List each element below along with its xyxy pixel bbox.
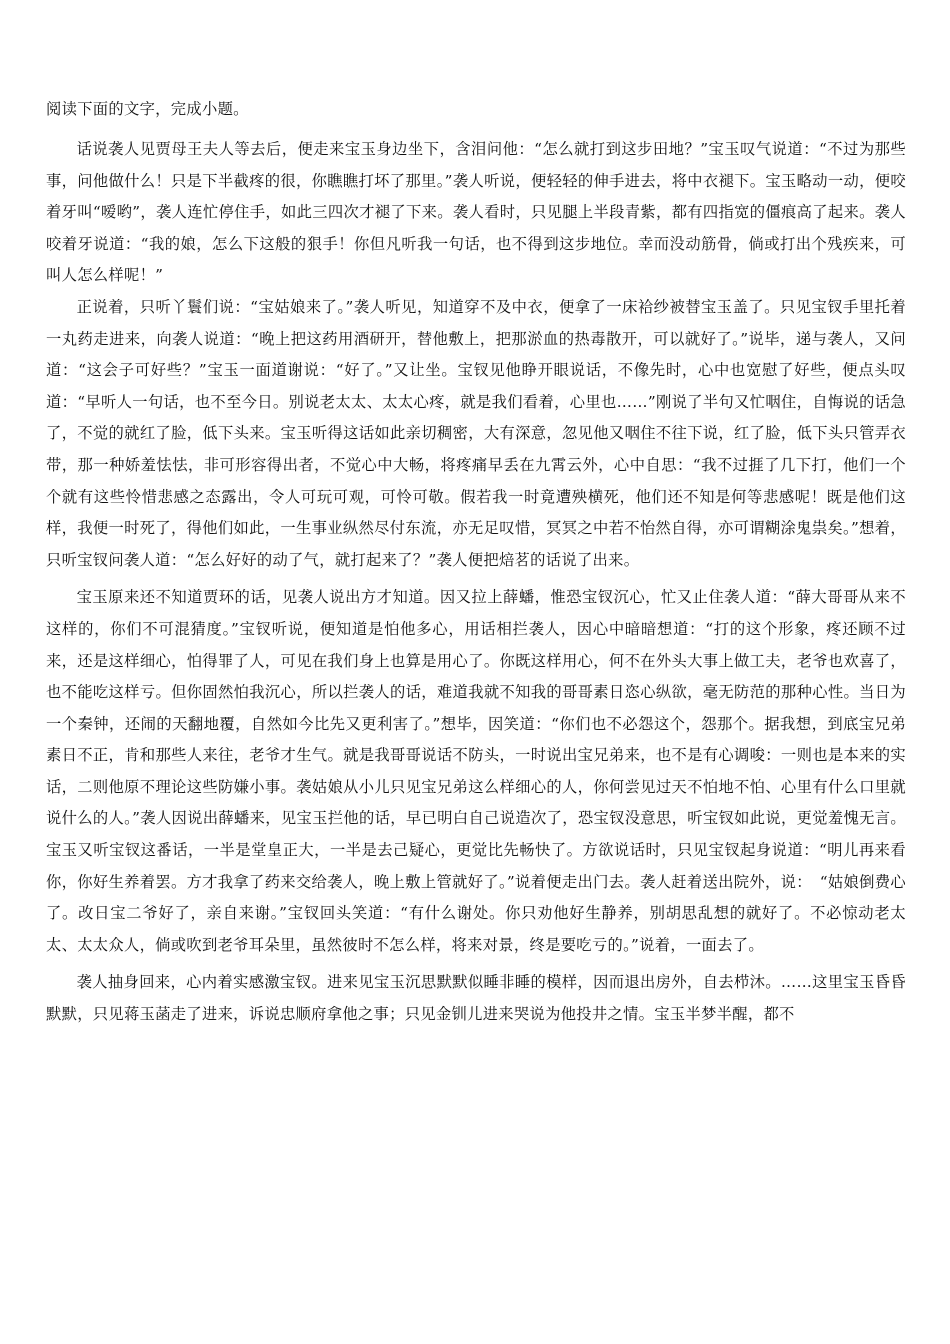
document-page — [46, 94, 906, 1031]
paragraph-4: 袭人抽身回来，心内着实感激宝钗。进来见宝玉沉思默默似睡非睡的模样，因而退出房外，自去栉沐。……这里宝玉昏昏默默，只见蒋玉菡走了进来，诉说忠顺府拿他之事；只见金钏儿进来哭说为他投井之情。宝玉半梦半醒，都不 — [46, 973, 906, 1024]
reading-instruction: 阅读下面的文字，完成小题。 — [46, 100, 249, 118]
paragraph-1: 话说袭人见贾母王夫人等去后，便走来宝玉身边坐下，含泪问他：“怎么就打到这步田地？”宝玉叹气说道：“不过为那些事，问他做什么！只是下半截疼的很，你瞧瞧打坏了那里。”袭人听说，便轻轻的伸手进去，将中衣褪下。宝玉略动一动，便咬着牙叫“嗳哟”，袭人连忙停住手，如此三四次才褪了下来。袭人看时，只见腿上半段青紫，都有四指宽的僵痕高了起来。袭人咬着牙说道：“我的娘，怎么下这般的狠手！你但凡听我一句话，也不得到这步地位。幸而没动筋骨，倘或打出个残疾来，可叫人怎么样呢！” — [46, 140, 906, 285]
paragraph-3: 宝玉原来还不知道贾环的话，见袭人说出方才知道。因又拉上薛蟠，惟恐宝钗沉心，忙又止住袭人道：“薛大哥哥从来不这样的，你们不可混猜度。”宝钗听说，便知道是怕他多心，用话相拦袭人，因心中暗暗想道：“打的这个形象，疼还顾不过来，还是这样细心，怕得罪了人，可见在我们身上也算是用心了。你既这样用心，何不在外头大事上做工夫，老爷也欢喜了，也不能吃这样亏。但你固然怕我沉心，所以拦袭人的话，难道我就不知我的哥哥素日恣心纵欲，毫无防范的那种心性。当日为一个秦钟，还闹的天翻地覆，自然如今比先又更利害了。”想毕，因笑道：“你们也不必怨这个，怨那个。据我想，到底宝兄弟素日不正，肯和那些人来往，老爷才生气。就是我哥哥说话不防头，一时说出宝兄弟来，也不是有心调唆：一则也是本来的实话，二则他原不理论这些防嫌小事。袭姑娘从小儿只见宝兄弟这么样细心的人，你何尝见过天不怕地不怕、心里有什么口里就说什么的人。”袭人因说出薛蟠来，见宝玉拦他的话，早已明白自己说造次了，恐宝钗没意思，听宝钗如此说，更觉羞愧无言。宝玉又听宝钗这番话，一半是堂皇正大，一半是去己疑心，更觉比先畅快了。方欲说话时，只见宝钗起身说道：“明儿再来看你，你好生养着罢。方才我拿了药来交给袭人，晚上敷上管就好了。”说着便走出门去。袭人赶着送出院外，说： “姑娘倒费心了。改日宝二爷好了，亲自来谢。”宝钗回头笑道：“有什么谢处。你只劝他好生静养，别胡思乱想的就好了。不必惊动老太太、太太众人，倘或吹到老爷耳朵里，虽然彼时不怎么样，将来对景，终是要吃亏的。”说着，一面去了。 — [46, 588, 906, 954]
paragraph-2: 正说着，只听丫鬟们说：“宝姑娘来了。”袭人听见，知道穿不及中衣，便拿了一床袷纱被替宝玉盖了。只见宝钗手里托着一丸药走进来，向袭人说道：“晚上把这药用酒研开，替他敷上，把那淤血的热毒散开，可以就好了。”说毕，递与袭人，又问道：“这会子可好些？”宝玉一面道谢说：“好了。”又让坐。宝钗见他睁开眼说话，不像先时，心中也宽慰了好些，便点头叹道：“早听人一句话，也不至今日。别说老太太、太太心疼，就是我们看着，心里也……”刚说了半句又忙咽住，自悔说的话急了，不觉的就红了脸，低下头来。宝玉听得这话如此亲切稠密，大有深意，忽见他又咽住不往下说，红了脸，低下头只管弄衣带，那一种娇羞怯怯，非可形容得出者，不觉心中大畅，将疼痛早丢在九霄云外，心中自思：“我不过捱了几下打，他们一个个就有这些怜惜悲感之态露出，令人可玩可观，可怜可敬。假若我一时竟遭殃横死，他们还不知是何等悲感呢！既是他们这样，我便一时死了，得他们如此，一生事业纵然尽付东流，亦无足叹惜，冥冥之中若不怡然自得，亦可谓糊涂鬼祟矣。”想着，只听宝钗问袭人道：“怎么好好的动了气，就打起来了？”袭人便把焙茗的话说了出来。 — [46, 297, 906, 569]
